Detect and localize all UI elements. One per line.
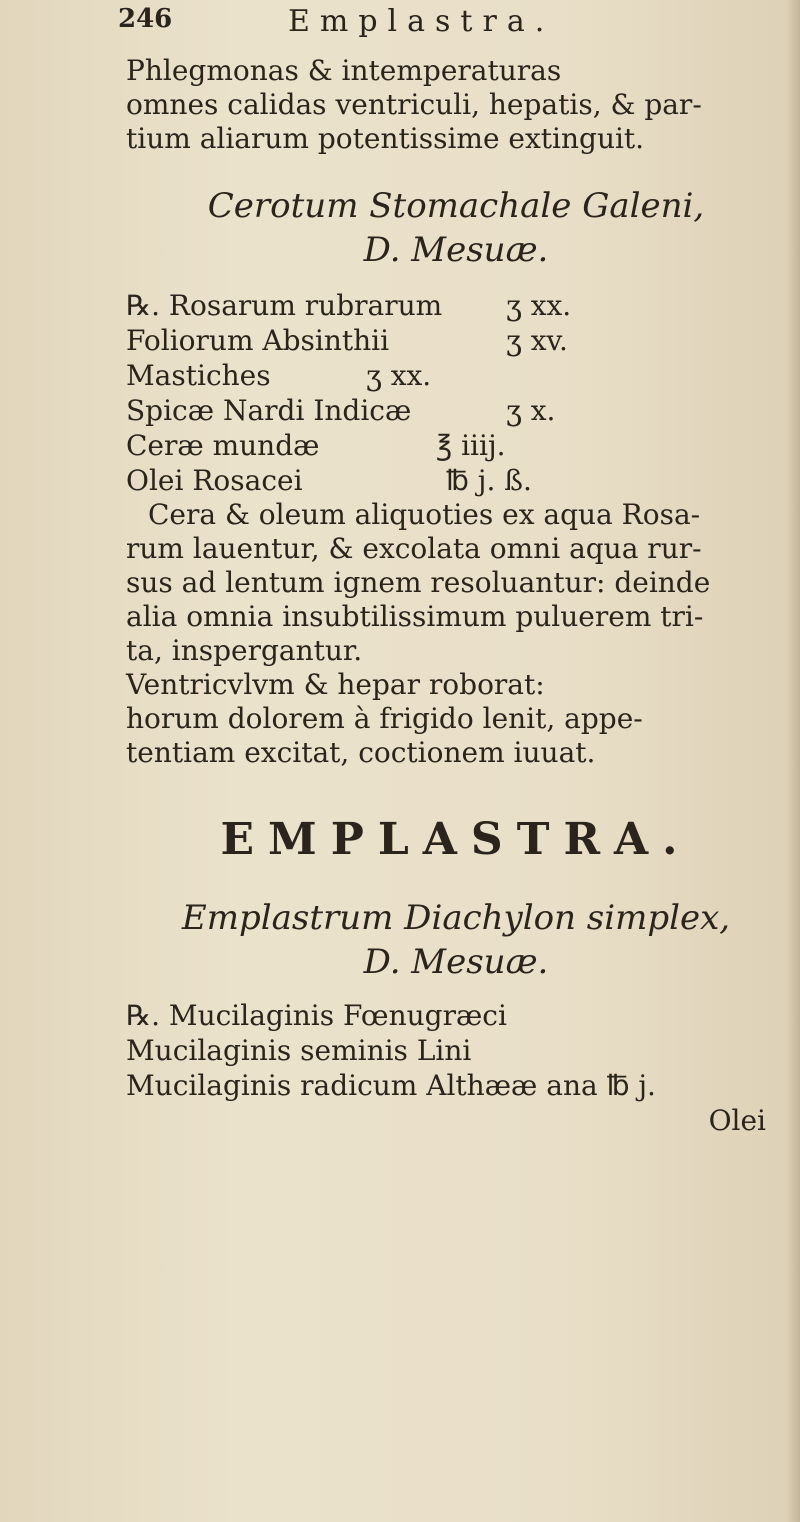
ingredient-name: Olei Rosacei — [126, 464, 303, 497]
instructions-paragraph — [126, 498, 786, 668]
ingredient-qty: ʒ x. — [506, 394, 556, 427]
ingredient-row — [126, 288, 786, 323]
recipe-author-line: D. Mesuæ. — [363, 942, 549, 982]
ingredient-qty: ʒ xv. — [506, 324, 568, 357]
text-line: tentiam excitat, coctionem iuuat. — [126, 736, 596, 769]
text-line: omnes calidas ventriculi, hepatis, & par- — [126, 88, 702, 121]
recipe-title-line: Emplastrum Diachylon simplex, — [181, 898, 731, 938]
ingredient-qty: ℔ j. ß. — [446, 464, 532, 497]
page-number: 246 — [118, 4, 173, 34]
catchword: Olei — [708, 1104, 766, 1137]
text-line: horum dolorem à frigido lenit, appe- — [126, 702, 643, 735]
page-body — [126, 54, 786, 1138]
ingredient-row: Mucilaginis radicum Althææ ana ℔ j. — [126, 1069, 656, 1102]
ingredient-name: Mastiches — [126, 359, 271, 392]
ingredient-row — [126, 323, 786, 358]
running-head: Emplastra. — [288, 4, 555, 39]
ingredient-name: Foliorum Absinthii — [126, 324, 390, 357]
text-line: Cera & oleum aliquoties ex aqua Rosa- — [148, 498, 701, 531]
text-line: Phlegmonas & intemperaturas — [126, 54, 562, 87]
page-edge-shadow — [786, 0, 800, 1522]
ingredient-row — [126, 428, 786, 463]
section-heading: EMPLASTRA. — [220, 814, 692, 865]
ingredient-qty: ʒ xx. — [506, 289, 572, 322]
ingredient-name: Ceræ mundæ — [126, 429, 320, 462]
ingredient-row — [126, 393, 786, 428]
ingredient-row — [126, 463, 786, 498]
recipe-title-line: Cerotum Stomachale Galeni, — [207, 186, 705, 226]
ingredient-row — [126, 358, 786, 393]
text-line: alia omnia insubtilissimum puluerem tri- — [126, 600, 704, 633]
text-line: tium aliarum potentissime extinguit. — [126, 122, 645, 155]
page-header — [118, 4, 718, 50]
recipe-title — [126, 896, 786, 984]
recipe-author-line: D. Mesuæ. — [363, 230, 549, 270]
ingredient-list — [126, 998, 786, 1138]
ingredient-list — [126, 288, 786, 498]
ingredient-row: ℞. Mucilaginis Fœnugræci — [126, 999, 507, 1032]
text-line: ta, inspergantur. — [126, 634, 363, 667]
text-line: rum lauentur, & excolata omni aqua rur- — [126, 532, 702, 565]
ingredient-qty: ʒ xx. — [366, 359, 432, 392]
text-line: sus ad lentum ignem resoluantur: deinde — [126, 566, 711, 599]
ingredient-name: Spicæ Nardi Indicæ — [126, 394, 412, 427]
intro-paragraph — [126, 54, 786, 156]
ingredient-row: Mucilaginis seminis Lini — [126, 1034, 472, 1067]
text-line: Ventricvlvm & hepar roborat: — [126, 668, 545, 701]
use-paragraph — [126, 668, 786, 770]
ingredient-name: ℞. Rosarum rubrarum — [126, 289, 443, 322]
ingredient-qty: ℥ iiij. — [436, 429, 506, 462]
recipe-title — [126, 184, 786, 272]
